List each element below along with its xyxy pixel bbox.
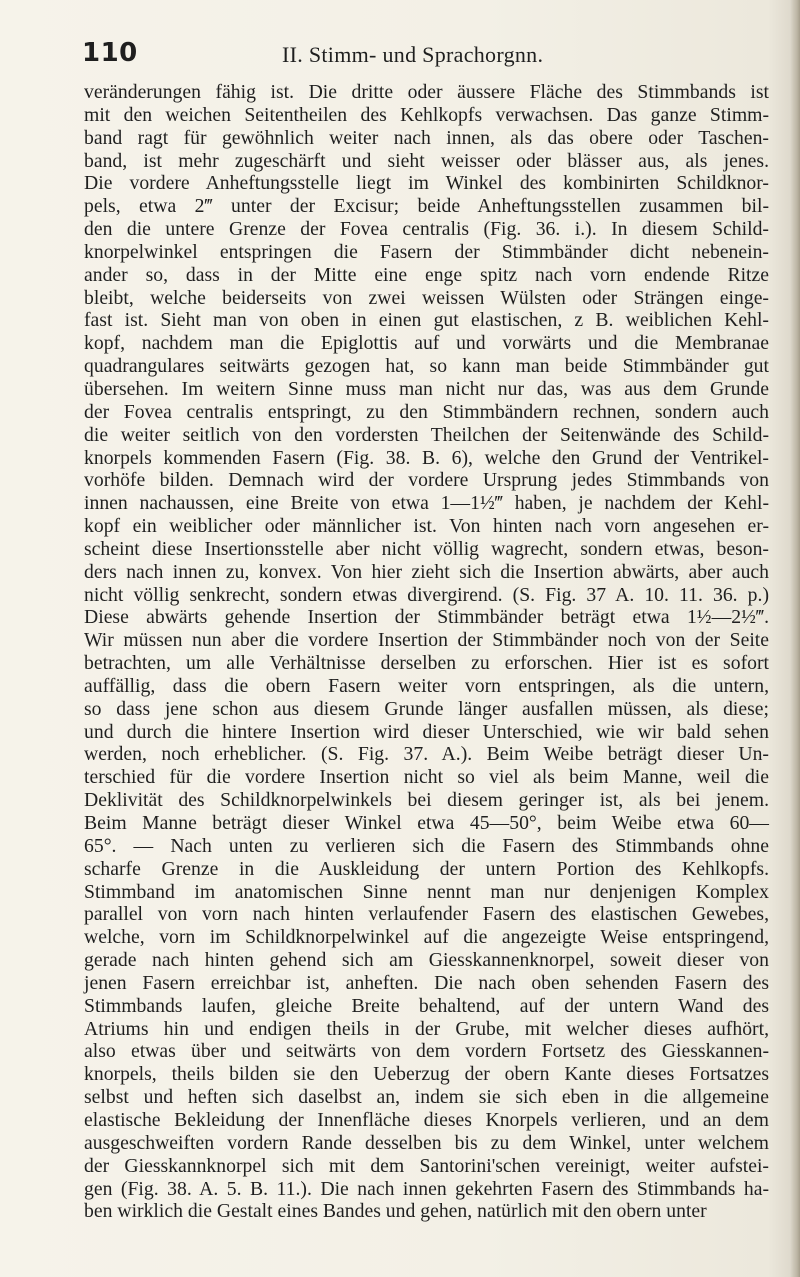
body-text xyxy=(84,81,769,1223)
text-line: 65°. — Nach unten zu verlieren sich die Fasern des Stimmbands ohne xyxy=(84,834,769,857)
text-line: band ragt für gewöhnlich weiter nach innen, als das obere oder Taschen- xyxy=(84,126,769,149)
text-line: scharfe Grenze in die Auskleidung der untern Portion des Kehlkopfs. xyxy=(84,857,769,880)
text-line: selbst und heften sich daselbst an, indem sie sich eben in die allgemeine xyxy=(84,1086,769,1109)
text-line: jenen Fasern erreichbar ist, anheften. Die nach oben sehenden Fasern des xyxy=(84,971,769,994)
text-line: der Giesskannknorpel sich mit dem Santorini'schen vereinigt, weiter aufstei- xyxy=(84,1154,769,1177)
text-line: scheint diese Insertionsstelle aber nicht völlig wagrecht, sondern etwas, beson- xyxy=(84,537,769,560)
text-line: ben wirklich die Gestalt eines Bandes und gehen, natürlich mit den obern unter xyxy=(84,1200,707,1223)
text-line: Stimmbands laufen, gleiche Breite behaltend, auf der untern Wand des xyxy=(84,994,769,1017)
text-line: pels, etwa 2‴ unter der Excisur; beide Anheftungsstellen zusammen bil- xyxy=(84,195,769,218)
text-line: knorpels kommenden Fasern (Fig. 38. B. 6), welche den Grund der Ventrikel- xyxy=(84,446,769,469)
text-line: elastische Bekleidung der Innenfläche dieses Knorpels verlieren, und an dem xyxy=(84,1108,769,1131)
text-line: also etwas über und seitwärts von dem vordern Fortsetz des Giesskannen- xyxy=(84,1040,769,1063)
text-line: werden, noch erheblicher. (S. Fig. 37. A.). Beim Weibe beträgt dieser Un- xyxy=(84,743,769,766)
text-line: mit den weichen Seitentheilen des Kehlkopfs verwachsen. Das ganze Stimm- xyxy=(84,103,769,126)
running-head: II. Stimm- und Sprachorgnn. xyxy=(282,42,544,67)
page-header xyxy=(82,38,782,78)
text-line: Beim Manne beträgt dieser Winkel etwa 45—50°, beim Weibe etwa 60— xyxy=(84,812,769,834)
text-line: bleibt, welche beiderseits von zwei weissen Wülsten oder Strängen einge- xyxy=(84,286,769,309)
text-line: der Fovea centralis entspringt, zu den Stimmbändern rechnen, sondern auch xyxy=(84,400,769,423)
text-line: Diese abwärts gehende Insertion der Stimmbänder beträgt etwa 1½—2½‴. xyxy=(84,606,769,629)
page-edge-shadow xyxy=(790,0,800,1277)
text-line: ders nach innen zu, konvex. Von hier zieht sich die Insertion abwärts, aber auch xyxy=(84,560,769,583)
text-line: so dass jene schon aus diesem Grunde länger ausfallen müssen, als diese; xyxy=(84,697,769,720)
text-line: welche, vorn im Schildknorpelwinkel auf die angezeigte Weise entspringend, xyxy=(84,926,769,949)
text-line: vorhöfe bilden. Demnach wird der vordere Ursprung jedes Stimmbands von xyxy=(84,469,769,492)
text-line: Atriums hin und endigen theils in der Grube, mit welcher dieses aufhört, xyxy=(84,1017,769,1040)
text-line: und durch die hintere Insertion wird dieser Unterschied, wie wir bald sehen xyxy=(84,720,769,743)
text-line: Stimmband im anatomischen Sinne nennt man nur denjenigen Komplex xyxy=(84,880,769,903)
text-line: knorpels, theils bilden sie den Ueberzug der obern Kante dieses Fortsatzes xyxy=(84,1063,769,1086)
text-line: die weiter seitlich von den vordersten Theilchen der Seitenwände des Schild- xyxy=(84,423,769,446)
text-line: innen nachaussen, eine Breite von etwa 1—1½‴ haben, je nachdem der Kehl- xyxy=(84,492,769,515)
text-line: nicht völlig senkrecht, sondern etwas divergirend. (S. Fig. 37 A. 10. 11. 36. p.) xyxy=(84,583,769,606)
text-line: kopf ein weiblicher oder männlicher ist. Von hinten nach vorn angesehen er- xyxy=(84,515,769,538)
text-line: Die vordere Anheftungsstelle liegt im Winkel des kombinirten Schildknor- xyxy=(84,172,769,195)
text-line: übersehen. Im weitern Sinne muss man nicht nur das, was aus dem Grunde xyxy=(84,377,769,400)
page-number: 110 xyxy=(82,38,138,68)
text-line: kopf, nachdem man die Epiglottis auf und vorwärts und die Membranae xyxy=(84,332,769,355)
text-line: terschied für die vordere Insertion nicht so viel als beim Manne, weil die xyxy=(84,766,769,789)
text-line: Wir müssen nun aber die vordere Insertion der Stimmbänder noch von der Seite xyxy=(84,629,769,652)
text-line: ausgeschweiften vordern Rande desselben bis zu dem Winkel, unter welchem xyxy=(84,1131,769,1154)
text-line: quadrangulares seitwärts gezogen hat, so kann man beide Stimmbänder gut xyxy=(84,355,769,378)
text-line: Deklivität des Schildknorpelwinkels bei diesem geringer ist, als bei jenem. xyxy=(84,789,769,812)
text-line: band, ist mehr zugeschärft und sieht weisser oder blässer aus, als jenes. xyxy=(84,149,769,172)
text-line: gerade nach hinten gehend sich am Giesskannenknorpel, soweit dieser von xyxy=(84,949,769,972)
text-line: ander so, dass in der Mitte eine enge spitz nach vorn endende Ritze xyxy=(84,263,769,286)
text-line: den die untere Grenze der Fovea centralis (Fig. 36. i.). In diesem Schild- xyxy=(84,218,769,241)
text-line: veränderungen fähig ist. Die dritte oder äussere Fläche des Stimmbands ist xyxy=(84,81,769,103)
text-line: gen (Fig. 38. A. 5. B. 11.). Die nach innen gekehrten Fasern des Stimmbands ha- xyxy=(84,1177,769,1200)
text-line: knorpelwinkel entspringen die Fasern der Stimmbänder dicht nebenein- xyxy=(84,240,769,263)
text-line: auffällig, dass die obern Fasern weiter vorn entspringen, als die untern, xyxy=(84,674,769,697)
text-line: parallel von vorn nach hinten verlaufender Fasern des elastischen Gewebes, xyxy=(84,903,769,926)
text-line: betrachten, um alle Verhältnisse derselben zu erforschen. Hier ist es sofort xyxy=(84,652,769,675)
text-line: fast ist. Sieht man von oben in einen gut elastischen, z B. weiblichen Kehl- xyxy=(84,309,769,332)
